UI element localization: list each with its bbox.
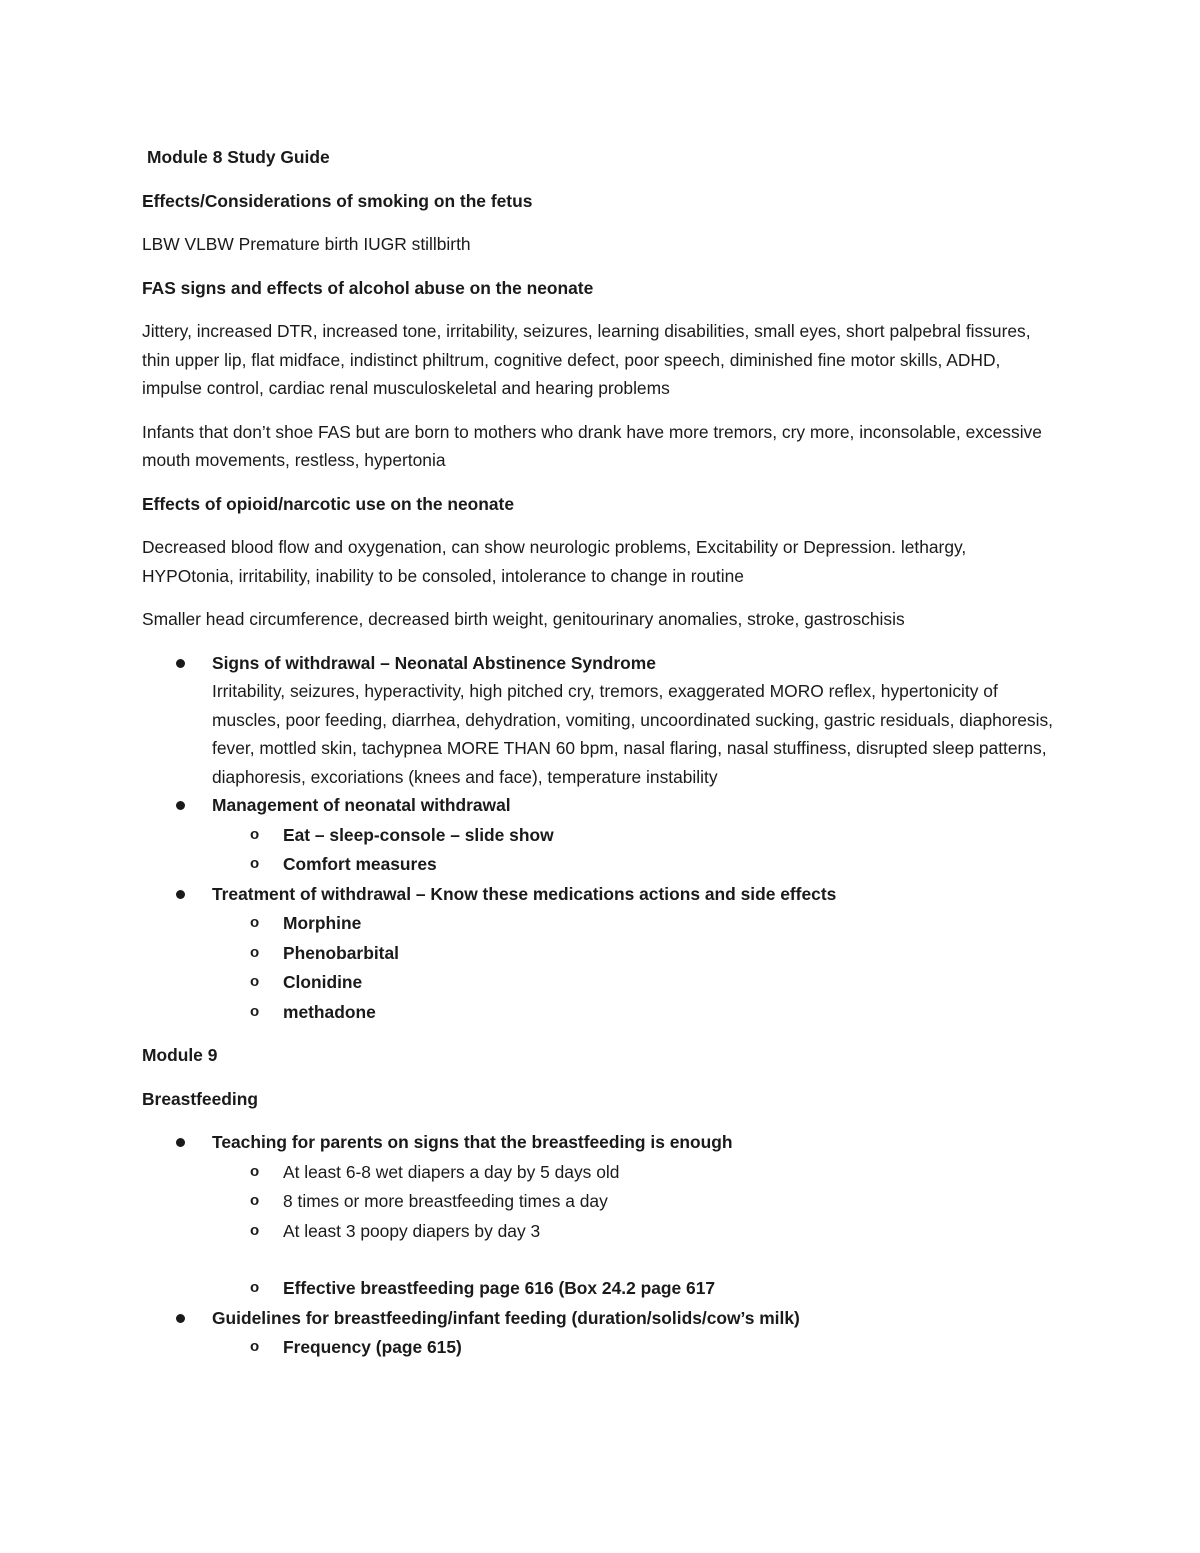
document-content [142,143,1062,1377]
medication-item: methadone [283,1001,376,1022]
circle-bullet-icon: o [250,973,260,990]
breastfeeding-bullet-list [142,1128,1062,1362]
list-item [212,968,1062,997]
list-item [212,939,1062,968]
circle-bullet-icon: o [250,1192,260,1209]
list-item [142,649,1062,792]
bullet-icon [176,659,185,668]
document-title: Module 8 Study Guide [147,147,330,167]
fas-heading: FAS signs and effects of alcohol abuse on the neonate [142,277,594,298]
circle-bullet-icon: o [250,825,260,843]
circle-bullet-icon: o [250,943,260,961]
treatment-sublist [212,909,1062,1026]
list-spacer [212,1246,1062,1273]
circle-bullet-icon: o [250,1221,260,1239]
smoking-heading: Effects/Considerations of smoking on the fetus [142,190,533,211]
fas-text-2: Infants that don’t shoe FAS but are born to mothers who drank have more tremors, cry more, inconsolable, excessive mouth movements, restless, hypertonia [142,421,1042,470]
management-label: Management of neonatal withdrawal [212,795,511,815]
bullet-icon [176,801,185,810]
circle-bullet-icon: o [250,1279,260,1296]
list-item [142,880,1062,1027]
bullet-icon [176,1138,185,1147]
list-item [142,1128,1062,1303]
teaching-item: At least 6-8 wet diapers a day by 5 days old [283,1161,620,1182]
list-item [212,1274,1062,1303]
treatment-label: Treatment of withdrawal – Know these medications actions and side effects [212,883,837,904]
guidelines-label: Guidelines for breastfeeding/infant feeding (duration/solids/cow’s milk) [212,1307,800,1328]
management-sublist [212,821,1062,879]
teaching-sublist [212,1158,1062,1303]
teaching-item: At least 3 poopy diapers by day 3 [283,1220,541,1241]
list-item [142,791,1062,879]
opioid-text-1: Decreased blood flow and oxygenation, can show neurologic problems, Excitability or Depression. lethargy, HYPOtonia, irritability, inability to be consoled, intolerance to change in routine [142,537,967,586]
management-item: Comfort measures [283,854,437,874]
withdrawal-signs-text: Irritability, seizures, hyperactivity, high pitched cry, tremors, exaggerated MORO reflex, hypertonicity of muscles, poor feeding, diarrhea, dehydration, vomiting, uncoordinated sucking, gastric residuals, diaphoresis, fever, mottled skin, tachypnea MORE THAN 60 bpm, nasal flaring, nasal stuffiness, disrupted sleep patterns, diaphoresis, excoriations (knees and face), temperature instability [212,681,1054,787]
list-item [212,998,1062,1027]
management-item: Eat – sleep-console – slide show [283,824,554,845]
list-item [212,1217,1062,1246]
circle-bullet-icon: o [250,1338,260,1355]
list-item [142,1304,1062,1362]
list-item [212,850,1062,879]
bullet-icon [176,1314,185,1323]
module9-heading: Module 9 [142,1045,218,1065]
opioid-text-2: Smaller head circumference, decreased birth weight, genitourinary anomalies, stroke, gastroschisis [142,609,905,629]
medication-item: Morphine [283,913,362,933]
smoking-text: LBW VLBW Premature birth IUGR stillbirth [142,234,471,254]
bullet-icon [176,890,185,899]
list-item [212,1187,1062,1216]
guidelines-sublist [212,1333,1062,1362]
teaching-item: 8 times or more breastfeeding times a day [283,1191,608,1211]
opioid-heading: Effects of opioid/narcotic use on the neonate [142,493,515,514]
withdrawal-signs-label: Signs of withdrawal – Neonatal Abstinence Syndrome [212,652,656,673]
list-item [212,821,1062,850]
opioid-bullet-list [142,649,1062,1027]
fas-text-1: Jittery, increased DTR, increased tone, irritability, seizures, learning disabilities, small eyes, short palpebral fissures, thin upper lip, flat midface, indistinct philtrum, cognitive defect, poor speech, diminished fine motor skills, ADHD, impulse control, cardiac renal musculoskeletal and hearing problems [142,321,1031,398]
list-item [212,909,1062,938]
circle-bullet-icon: o [250,1162,260,1180]
teaching-label: Teaching for parents on signs that the breastfeeding is enough [212,1132,733,1152]
effective-breastfeeding-item: Effective breastfeeding page 616 (Box 24.2 page 617 [283,1278,716,1298]
list-item [212,1158,1062,1187]
circle-bullet-icon: o [250,855,260,872]
circle-bullet-icon: o [250,914,260,931]
medication-item: Clonidine [283,972,363,992]
guidelines-item: Frequency (page 615) [283,1337,462,1357]
list-item [212,1333,1062,1362]
medication-item: Phenobarbital [283,942,399,963]
breastfeeding-heading: Breastfeeding [142,1088,258,1109]
circle-bullet-icon: o [250,1002,260,1020]
